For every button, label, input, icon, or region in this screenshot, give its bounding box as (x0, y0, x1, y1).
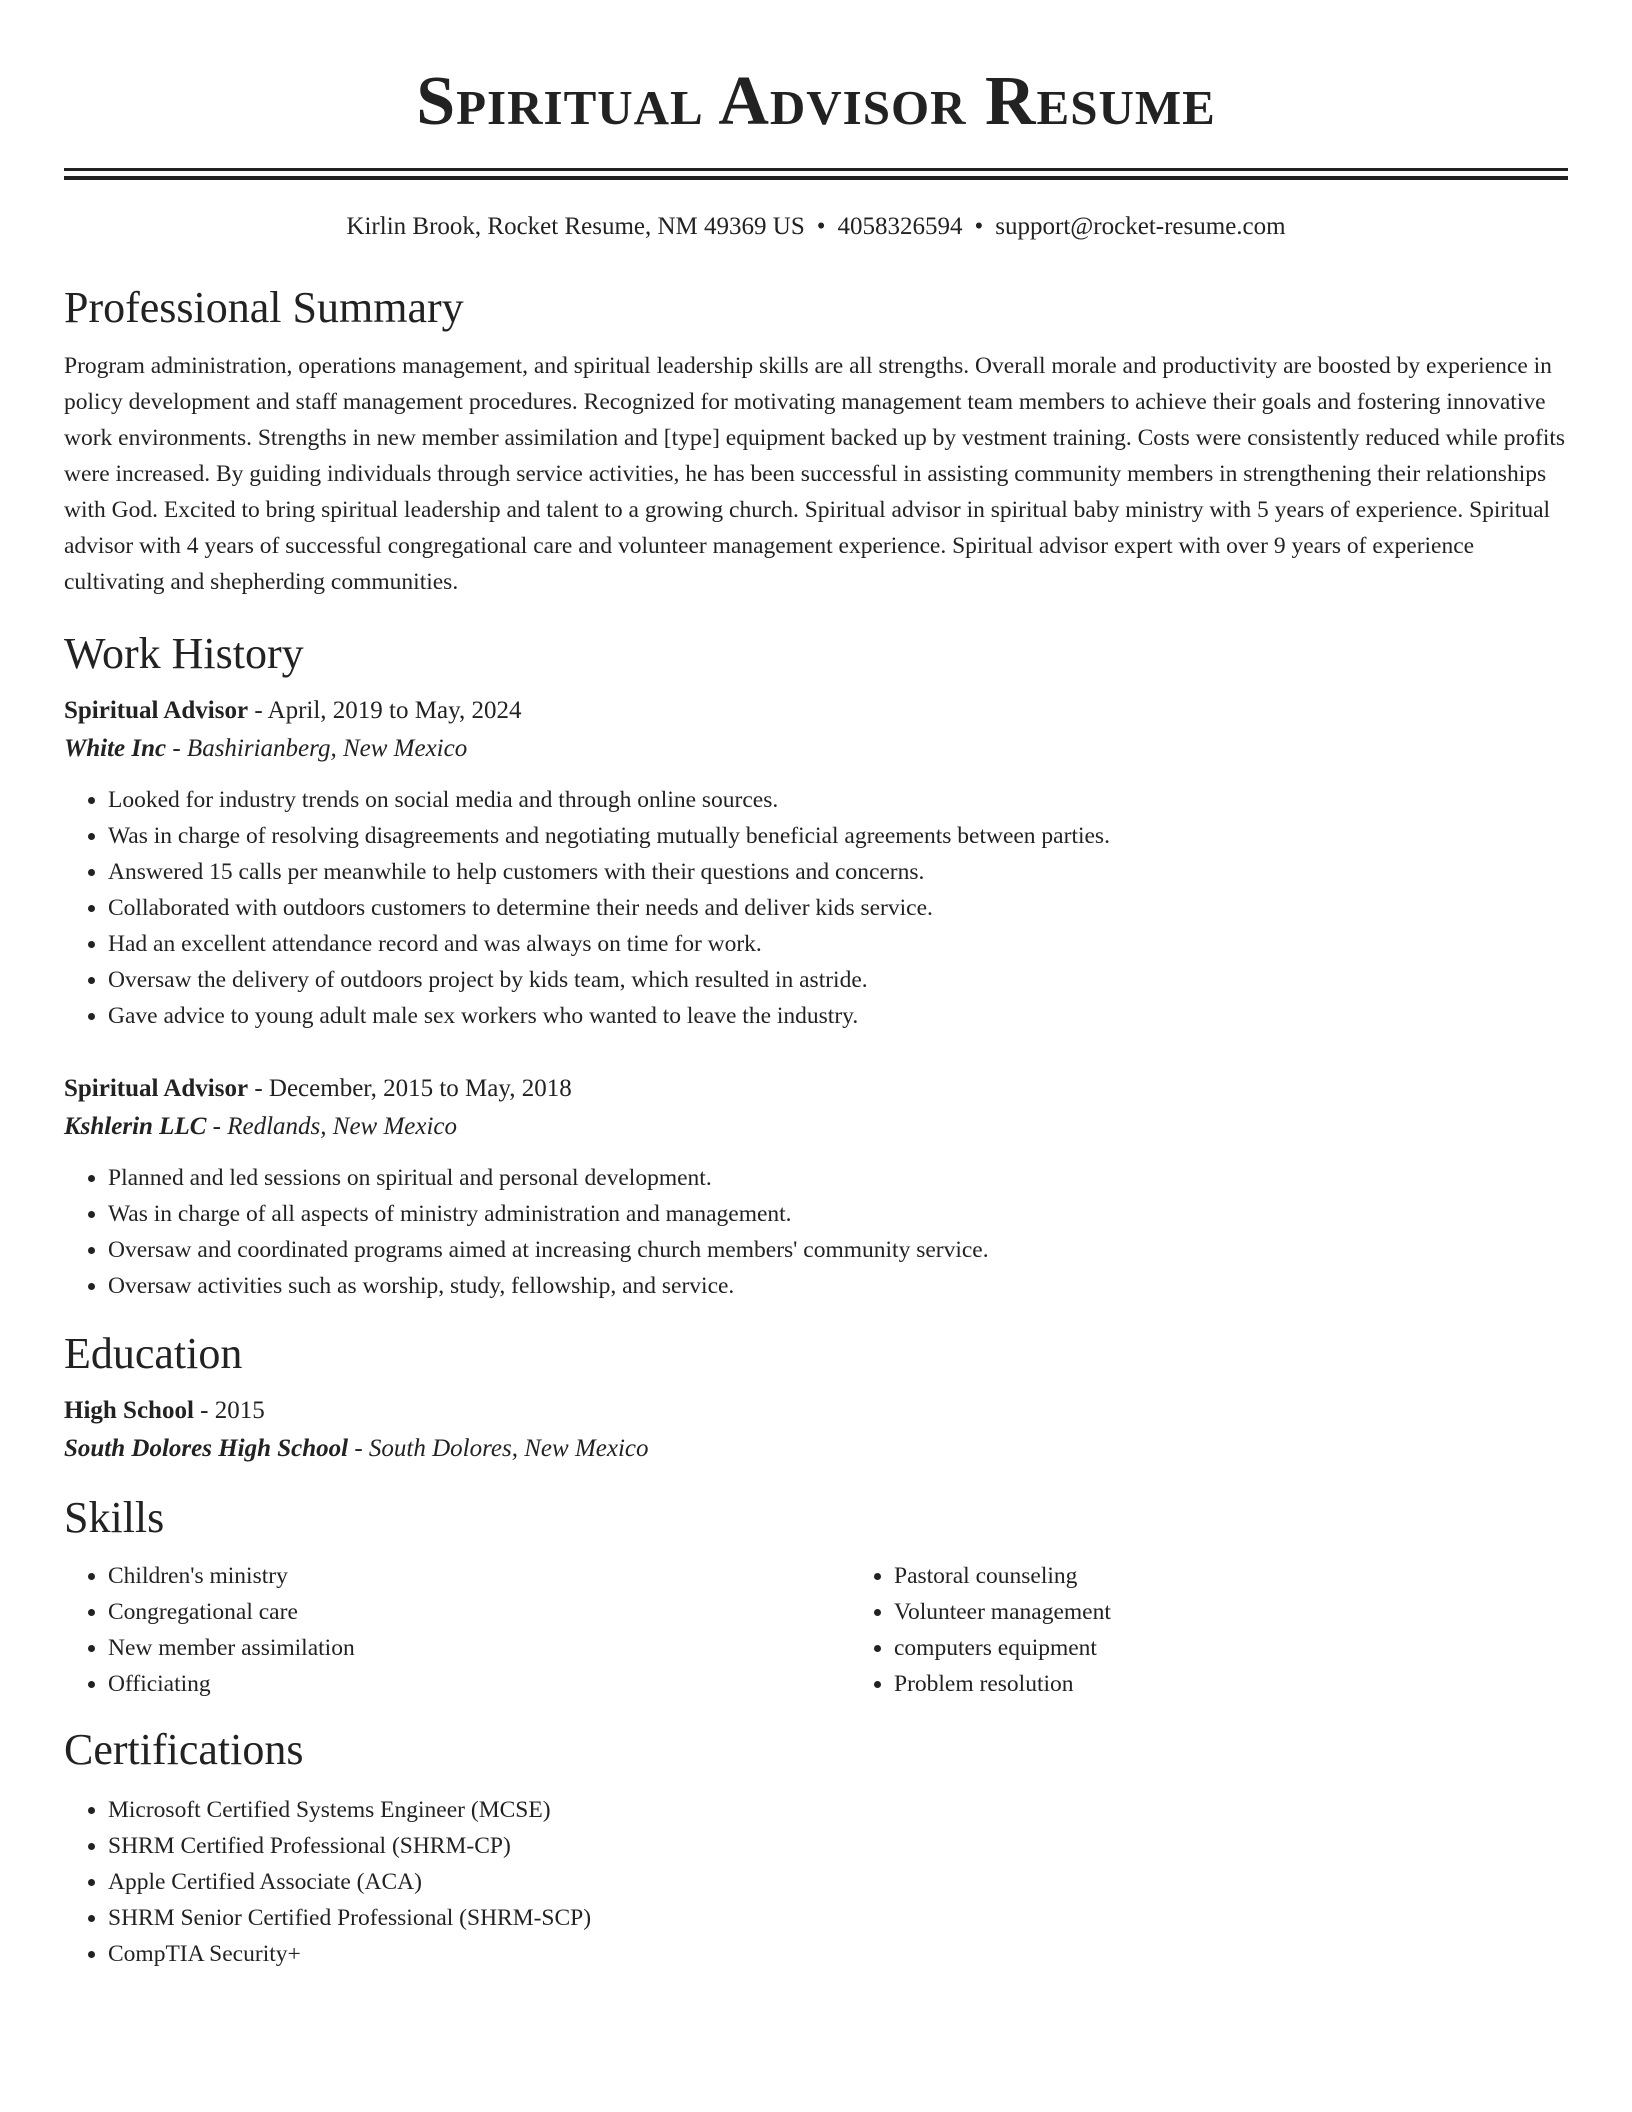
education-location: - South Dolores, New Mexico (348, 1435, 649, 1462)
job-duty: • Gave advice to young adult male sex workers who wanted to leave the industry. (108, 998, 1568, 1034)
job-duty: • Answered 15 calls per meanwhile to help customers with their questions and concerns. (108, 854, 1568, 890)
contact-separator: • (816, 213, 826, 240)
job-company-line (64, 730, 1568, 768)
skill-item: • computers equipment (894, 1630, 1111, 1666)
contact-phone: 4058326594 (837, 213, 963, 240)
contact-separator: • (974, 213, 984, 240)
job-duty: • Oversaw activities such as worship, study, fellowship, and service. (108, 1268, 1568, 1304)
job-company: White Inc (64, 735, 167, 762)
certification-item: • Apple Certified Associate (ACA) (108, 1864, 1568, 1900)
job-entry (64, 1070, 1568, 1304)
job-duty: • Looked for industry trends on social media and through online sources. (108, 782, 1568, 818)
skill-item: • Problem resolution (894, 1666, 1111, 1702)
title-divider-top (64, 168, 1568, 171)
job-duty: • Collaborated with outdoors customers to determine their needs and deliver kids service. (108, 890, 1568, 926)
job-company: Kshlerin LLC (64, 1113, 207, 1140)
education-heading: Education (64, 1329, 243, 1378)
skill-item: • Officiating (108, 1666, 850, 1702)
job-company-line (64, 1108, 1568, 1146)
education-entry (64, 1392, 1568, 1468)
contact-address: Kirlin Brook, Rocket Resume, NM 49369 US (346, 213, 805, 240)
contact-email: support@rocket-resume.com (995, 213, 1286, 240)
skills-column-right (850, 1558, 1111, 1702)
job-duties (64, 782, 1568, 1034)
skills-list (64, 1558, 1568, 1702)
job-location: - Redlands, New Mexico (206, 1113, 458, 1140)
education-school-line (64, 1430, 1568, 1468)
job-entry (64, 692, 1568, 1034)
job-dates: - December, 2015 to May, 2018 (248, 1075, 572, 1102)
contact-line (64, 210, 1568, 244)
certifications-list (64, 1792, 1568, 1972)
job-duty: • Had an excellent attendance record and was always on time for work. (108, 926, 1568, 962)
work-history-heading: Work History (64, 629, 304, 678)
resume-title: Spiritual Advisor Resume (416, 63, 1216, 140)
certification-item: • SHRM Certified Professional (SHRM-CP) (108, 1828, 1568, 1864)
job-title: Spiritual Advisor (64, 697, 249, 724)
certification-item: • CompTIA Security+ (108, 1936, 1568, 1972)
certification-item: • SHRM Senior Certified Professional (SHRM-SCP) (108, 1900, 1568, 1936)
job-location: - Bashirianberg, New Mexico (166, 735, 468, 762)
education-degree-line (64, 1392, 1568, 1430)
job-duty: • Was in charge of all aspects of ministry administration and management. (108, 1196, 1568, 1232)
job-duty: • Oversaw and coordinated programs aimed at increasing church members' community service. (108, 1232, 1568, 1268)
job-duty: • Was in charge of resolving disagreements and negotiating mutually beneficial agreements between parties. (108, 818, 1568, 854)
skill-item: • Congregational care (108, 1594, 850, 1630)
job-duties (64, 1160, 1568, 1304)
skill-item: • New member assimilation (108, 1630, 850, 1666)
education-year: - 2015 (193, 1397, 265, 1424)
education-degree: High School (64, 1397, 194, 1424)
education-school: South Dolores High School (64, 1435, 349, 1462)
skill-item: • Pastoral counseling (894, 1558, 1111, 1594)
certifications-heading: Certifications (64, 1725, 304, 1774)
title-divider-bottom (64, 176, 1568, 180)
job-dates: - April, 2019 to May, 2024 (248, 697, 522, 724)
skill-item: • Volunteer management (894, 1594, 1111, 1630)
job-duty: • Oversaw the delivery of outdoors project by kids team, which resulted in astride. (108, 962, 1568, 998)
job-title-line (64, 1070, 1568, 1108)
summary-heading: Professional Summary (64, 283, 464, 332)
summary-text: Program administration, operations management, and spiritual leadership skills are all strengths. Overall morale and productivity are boosted by experience in policy development and staff management procedures. Recognized for motivating management team members to achieve their goals and fostering innovative work environments. Strengths in new member assimilation and [type] equipment backed up by vestment training. Costs were consistently reduced while profits were increased. By guiding individuals through service activities, he has been successful in assisting community members in strengthening their relationships with God. Excited to bring spiritual leadership and talent to a growing church. Spiritual advisor in spiritual baby ministry with 5 years of experience. Spiritual advisor with 4 years of successful congregational care and volunteer management experience. Spiritual advisor expert with over 9 years of experience cultivating and shepherding communities. (64, 353, 1566, 595)
job-title-line (64, 692, 1568, 730)
certification-item: • Microsoft Certified Systems Engineer (MCSE) (108, 1792, 1568, 1828)
skills-heading: Skills (64, 1493, 165, 1542)
job-title: Spiritual Advisor (64, 1075, 249, 1102)
skill-item: • Children's ministry (108, 1558, 850, 1594)
skills-column-left (64, 1558, 850, 1702)
job-duty: • Planned and led sessions on spiritual and personal development. (108, 1160, 1568, 1196)
